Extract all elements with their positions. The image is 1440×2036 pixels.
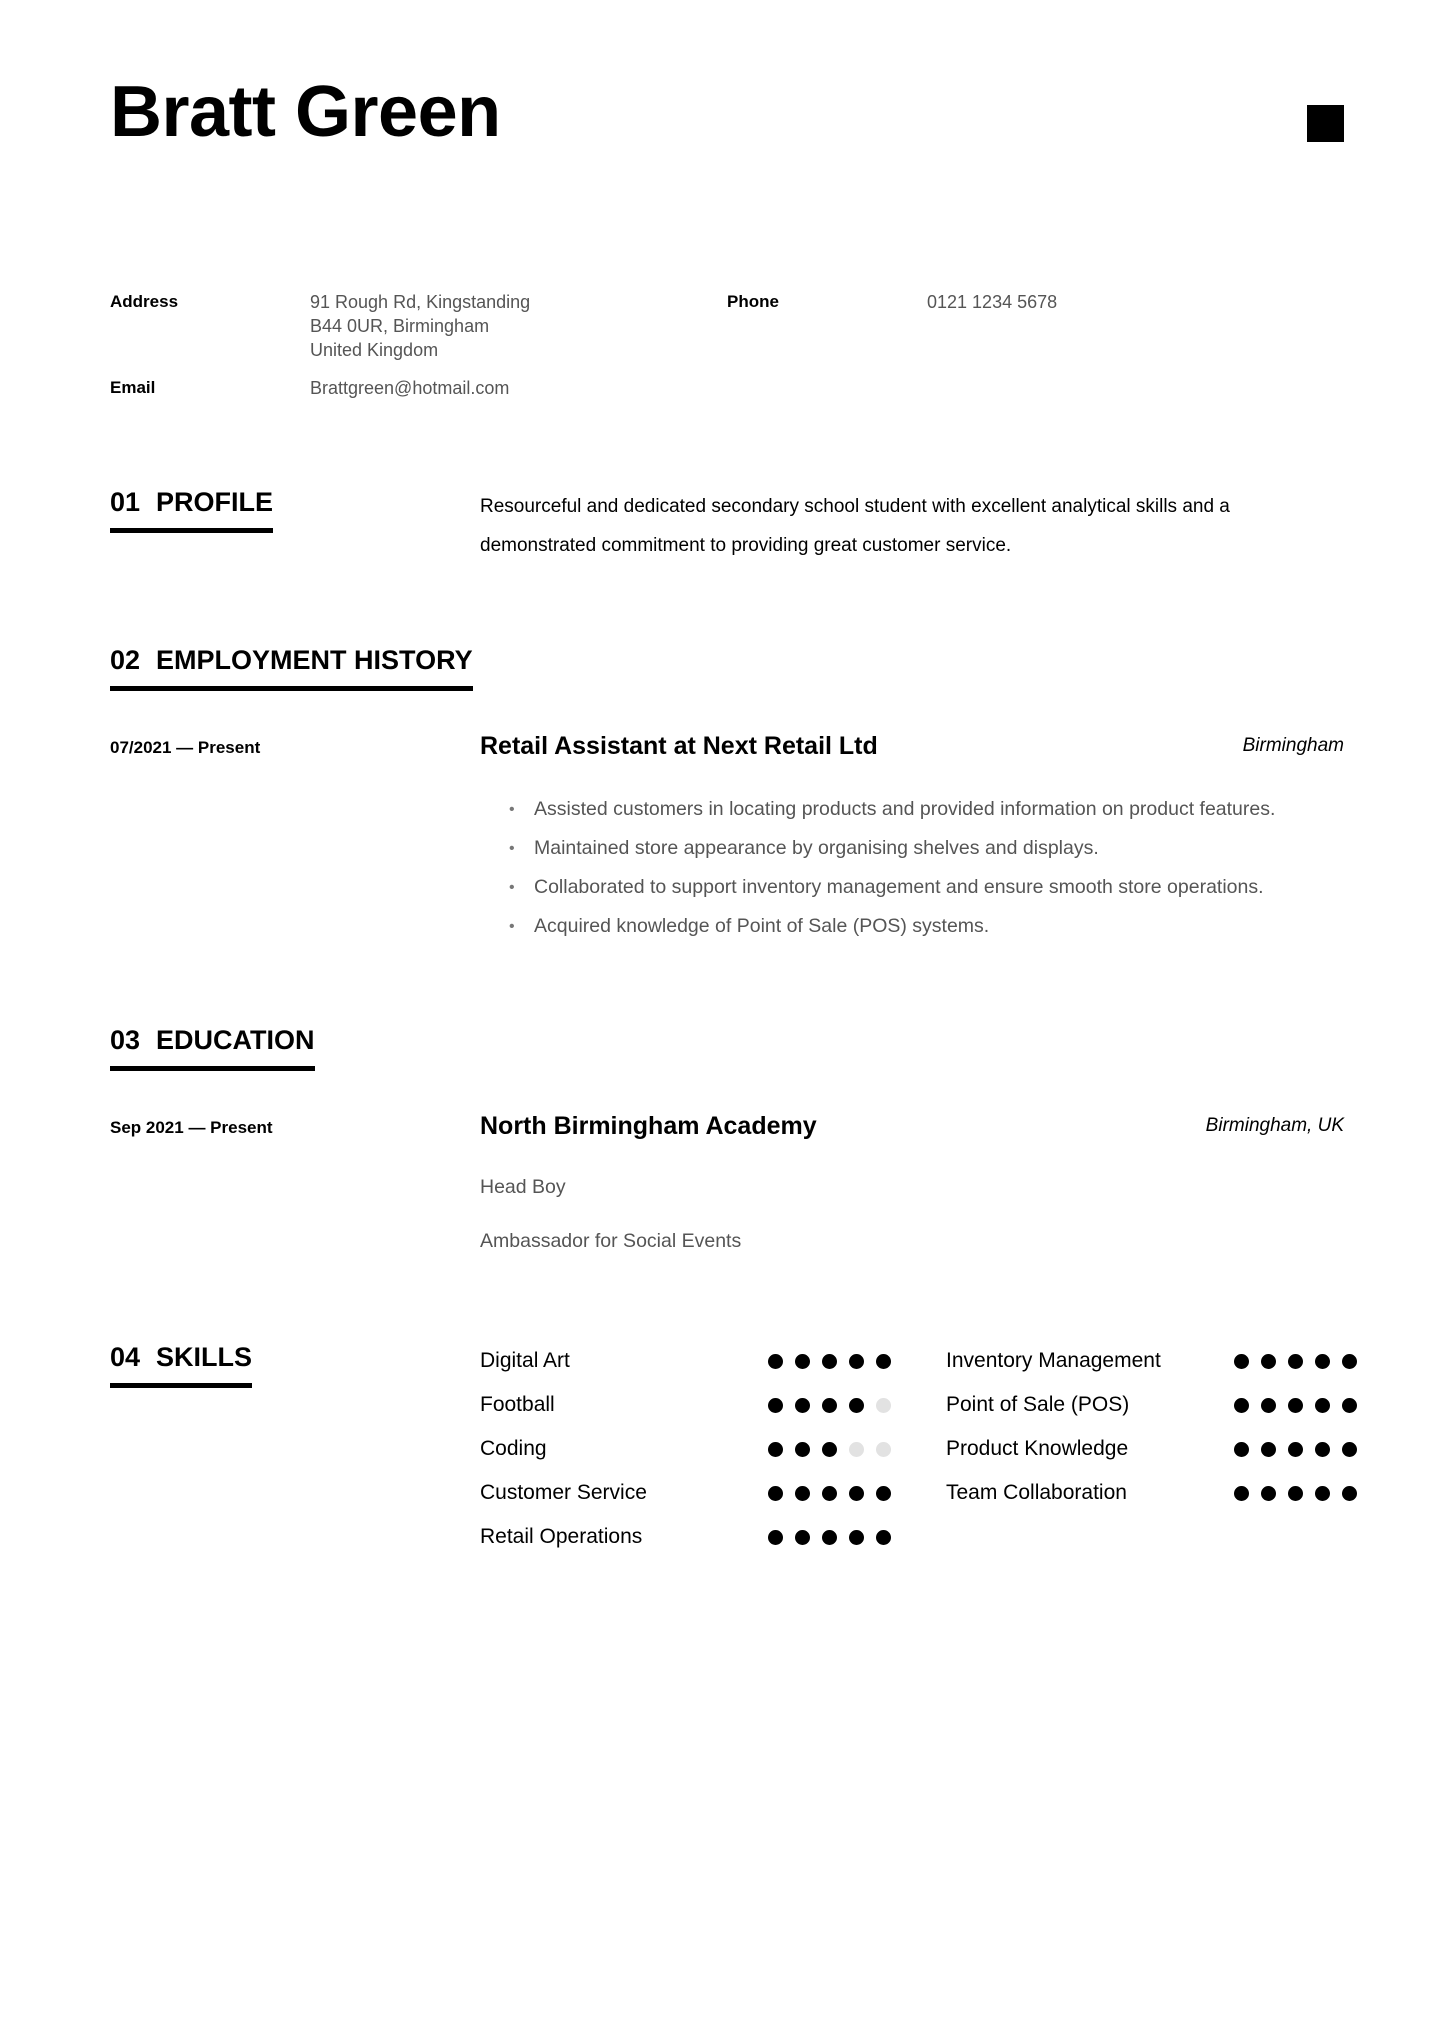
rating-dot-filled <box>822 1354 837 1369</box>
profile-summary: Resourceful and dedicated secondary school student with excellent analytical skills and a demonstrated commitment to providing great customer service. <box>480 496 1230 556</box>
rating-dot-filled <box>795 1442 810 1457</box>
rating-dot-filled <box>1315 1486 1330 1501</box>
rating-dot-filled <box>849 1354 864 1369</box>
rating-dot-filled <box>1288 1354 1303 1369</box>
rating-dot-filled <box>768 1486 783 1501</box>
rating-dot-filled <box>1288 1486 1303 1501</box>
rating-dot-filled <box>822 1398 837 1413</box>
bullet-text: Acquired knowledge of Point of Sale (POS) systems. <box>534 915 990 937</box>
list-item <box>480 907 1360 946</box>
skill-name: Inventory Management <box>946 1349 1161 1372</box>
address-line-1: 91 Rough Rd, Kingstanding <box>310 292 531 312</box>
rating-dot-filled <box>1315 1354 1330 1369</box>
rating-dot-filled <box>1288 1442 1303 1457</box>
rating-dot-filled <box>876 1530 891 1545</box>
rating-dot-filled <box>876 1354 891 1369</box>
bullet-text: Maintained store appearance by organising shelves and displays. <box>534 837 1099 859</box>
bullet-icon: • <box>509 801 515 818</box>
list-item <box>480 790 1360 829</box>
skill-name: Product Knowledge <box>946 1437 1129 1460</box>
rating-dot-filled <box>795 1354 810 1369</box>
rating-dot-filled <box>1261 1442 1276 1457</box>
rating-dot-filled <box>768 1442 783 1457</box>
education-date: Sep 2021 — Present <box>110 1118 273 1137</box>
rating-dot-filled <box>1234 1486 1249 1501</box>
bullet-text: Assisted customers in locating products and provided information on product features. <box>534 798 1276 820</box>
section-heading-skills <box>110 1341 252 1388</box>
rating-dot-filled <box>795 1486 810 1501</box>
section-number: 04 <box>110 1342 141 1372</box>
rating-dot-filled <box>768 1530 783 1545</box>
list-item <box>480 868 1360 907</box>
education-detail: Ambassador for Social Events <box>480 1230 742 1252</box>
section-title: PROFILE <box>156 487 274 517</box>
address-line-2: B44 0UR, Birmingham <box>310 316 490 336</box>
address-label: Address <box>110 292 179 311</box>
rating-dot-filled <box>795 1398 810 1413</box>
education-detail: Head Boy <box>480 1176 566 1198</box>
skill-name: Digital Art <box>480 1349 570 1372</box>
rating-dot-filled <box>1315 1398 1330 1413</box>
bullet-icon: • <box>509 840 515 857</box>
job-location: Birmingham <box>1242 735 1344 756</box>
section-number: 01 <box>110 487 141 517</box>
address-line-3: United Kingdom <box>310 340 439 360</box>
skill-name: Coding <box>480 1437 547 1460</box>
skill-name: Customer Service <box>480 1481 647 1504</box>
section-heading-profile <box>110 486 273 533</box>
rating-dot-filled <box>1261 1486 1276 1501</box>
skill-name: Point of Sale (POS) <box>946 1393 1130 1416</box>
skill-name: Team Collaboration <box>946 1481 1127 1504</box>
rating-dot-filled <box>876 1486 891 1501</box>
rating-dot-filled <box>1342 1398 1357 1413</box>
section-title: EMPLOYMENT HISTORY <box>156 645 473 675</box>
employment-date: 07/2021 — Present <box>110 738 261 757</box>
section-title: SKILLS <box>156 1342 253 1372</box>
section-heading-education <box>110 1024 315 1071</box>
section-number: 03 <box>110 1025 141 1055</box>
rating-dot-filled <box>1261 1354 1276 1369</box>
rating-dot-filled <box>822 1530 837 1545</box>
bullet-text: Collaborated to support inventory management and ensure smooth store operations. <box>534 876 1264 898</box>
rating-dot-filled <box>1261 1398 1276 1413</box>
rating-dot-filled <box>822 1442 837 1457</box>
rating-dot-empty <box>849 1442 864 1457</box>
square-logo-icon <box>1307 105 1344 142</box>
rating-dot-empty <box>876 1398 891 1413</box>
rating-dot-filled <box>1288 1398 1303 1413</box>
rating-dot-filled <box>849 1530 864 1545</box>
rating-dot-filled <box>1234 1442 1249 1457</box>
job-title: Retail Assistant at Next Retail Ltd <box>480 732 878 760</box>
rating-dot-filled <box>1315 1442 1330 1457</box>
bullet-icon: • <box>509 918 515 935</box>
school-name: North Birmingham Academy <box>480 1112 817 1140</box>
rating-dot-filled <box>795 1530 810 1545</box>
rating-dot-filled <box>768 1354 783 1369</box>
rating-dot-filled <box>1234 1354 1249 1369</box>
email-value: Brattgreen@hotmail.com <box>310 378 510 398</box>
section-title: EDUCATION <box>156 1025 315 1055</box>
rating-dot-filled <box>1342 1486 1357 1501</box>
rating-dot-filled <box>1342 1442 1357 1457</box>
skill-name: Retail Operations <box>480 1525 643 1548</box>
email-label: Email <box>110 378 156 397</box>
phone-label: Phone <box>727 292 779 311</box>
rating-dot-filled <box>1342 1354 1357 1369</box>
rating-dot-filled <box>849 1398 864 1413</box>
list-item <box>480 829 1360 868</box>
resume-name: Bratt Green <box>110 72 501 152</box>
job-bullet-list <box>480 790 1360 946</box>
section-number: 02 <box>110 645 141 675</box>
school-location: Birmingham, UK <box>1205 1115 1344 1136</box>
rating-dot-filled <box>1234 1398 1249 1413</box>
phone-value: 0121 1234 5678 <box>927 292 1058 312</box>
rating-dot-filled <box>849 1486 864 1501</box>
rating-dot-filled <box>822 1486 837 1501</box>
rating-dot-empty <box>876 1442 891 1457</box>
skill-name: Football <box>480 1393 555 1416</box>
section-heading-employment <box>110 644 473 691</box>
bullet-icon: • <box>509 879 515 896</box>
rating-dot-filled <box>768 1398 783 1413</box>
